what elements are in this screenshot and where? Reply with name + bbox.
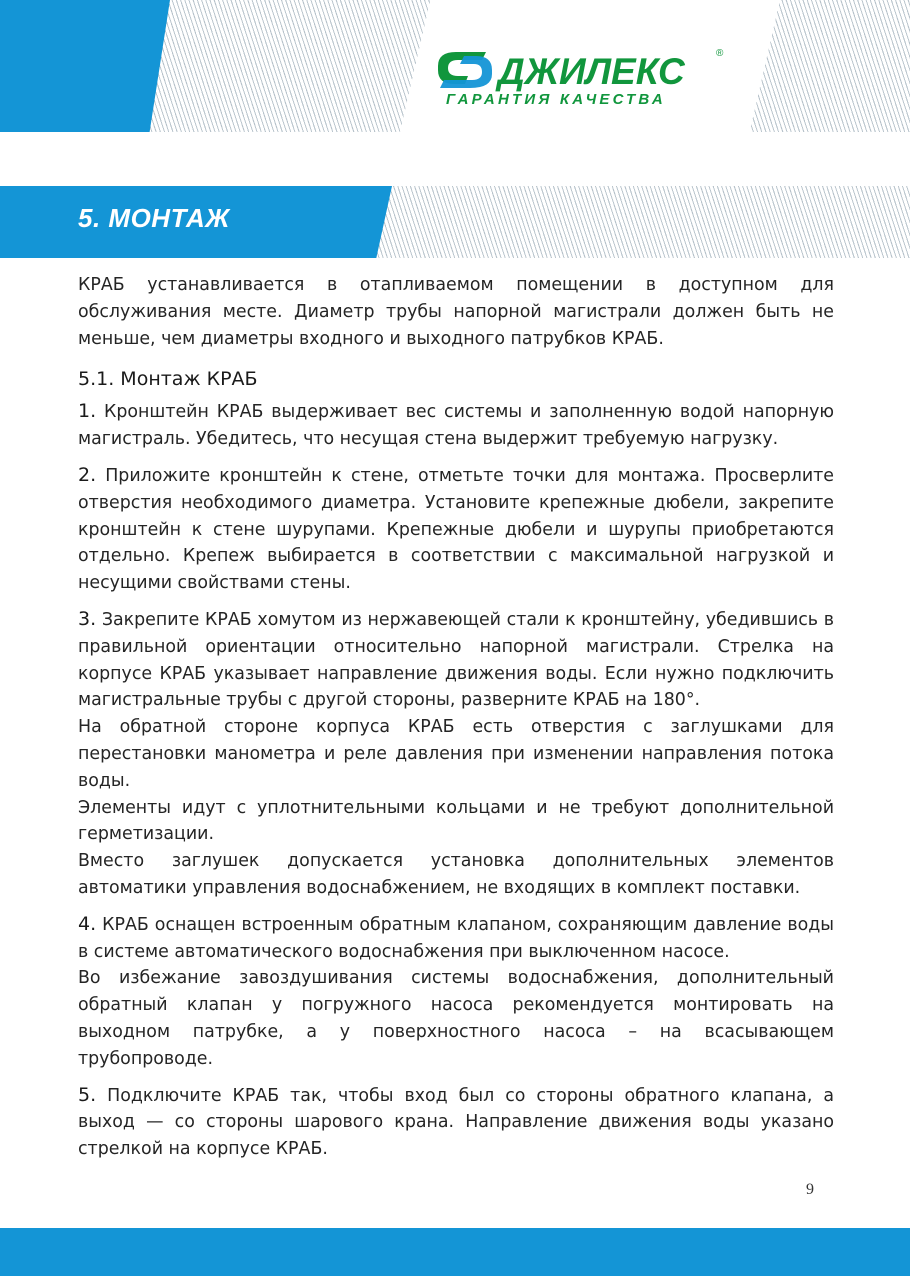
step-3-note-2: Элементы идут с уплотнительными кольцами и не требуют дополнительной герметизации. — [78, 797, 834, 845]
step-number: 2. — [78, 463, 97, 486]
step-2 — [78, 462, 834, 597]
step-text: Подключите КРАБ так, чтобы вход был со стороны обратного клапана, а выход — со стороны шарового крана. Направление движения воды указано стрелкой на корпусе КРАБ. — [78, 1085, 834, 1160]
brand-logo — [430, 44, 730, 108]
step-3-note-1: На обратной стороне корпуса КРАБ есть отверстия с заглушками для перестановки манометра и реле давления при изменении направления потока воды. — [78, 717, 834, 791]
footer-bar — [0, 1228, 910, 1276]
logo-tagline: ГАРАНТИЯ КАЧЕСТВА — [446, 91, 666, 108]
step-4 — [78, 911, 834, 966]
step-text: Приложите кронштейн к стене, отметьте точки для монтажа. Просверлите отверстия необходимого диаметра. Установите крепежные дюбели, закрепите кронштейн к стене шурупами. Крепежные дюбели и шурупы приобретаются отдельно. Крепеж выбирается в соответствии с максимальной нагрузкой и несущими свойствами стены. — [78, 465, 834, 594]
intro-paragraph: КРАБ устанавливается в отапливаемом помещении в доступном для обслуживания месте. Диаметр трубы напорной магистрали должен быть не меньше, чем диаметры входного и выходного патрубков КРАБ. — [78, 275, 834, 349]
logo-wordmark: ДЖИЛЕКС — [498, 51, 685, 92]
step-text: Кронштейн КРАБ выдерживает вес системы и заполненную водой напорную магистраль. Убедитесь, что несущая стена выдержит требуемую нагрузку. — [78, 402, 834, 450]
step-4-note-1: Во избежание завоздушивания системы водоснабжения, дополнительный обратный клапан у погружного насоса рекомендуется монтировать на выходном патрубке, а у поверхностного насоса – на всасывающем трубопроводе. — [78, 968, 834, 1069]
header-blue-block — [0, 0, 170, 132]
brand-swirl-icon — [438, 52, 492, 88]
section-title: 5. МОНТАЖ — [78, 203, 230, 233]
logo-registered-mark: ® — [716, 48, 724, 59]
step-number: 4. — [78, 912, 97, 935]
step-5 — [78, 1082, 834, 1163]
step-3-note-3: Вместо заглушек допускается установка дополнительных элементов автоматики управления водоснабжением, не входящих в комплект поставки. — [78, 851, 834, 898]
step-text: КРАБ оснащен встроенным обратным клапаном, сохраняющим давление воды в системе автоматического водоснабжения при выключенном насосе. — [78, 914, 834, 962]
step-number: 1. — [78, 400, 97, 423]
step-1 — [78, 398, 834, 453]
step-text: Закрепите КРАБ хомутом из нержавеющей стали к кронштейну, убедившись в правильной ориентации относительно напорной магистрали. Стрелка на корпусе КРАБ указывает направление движения воды. Если нужно подключить магистральные трубы с другой стороны, разверните КРАБ на 180°. — [78, 609, 834, 711]
step-3 — [78, 606, 834, 714]
page-number: 9 — [806, 1181, 814, 1198]
step-number: 3. — [78, 607, 97, 630]
step-number: 5. — [78, 1083, 97, 1106]
main-content — [78, 272, 834, 1172]
subsection-title: 5.1. Монтаж КРАБ — [78, 368, 258, 391]
